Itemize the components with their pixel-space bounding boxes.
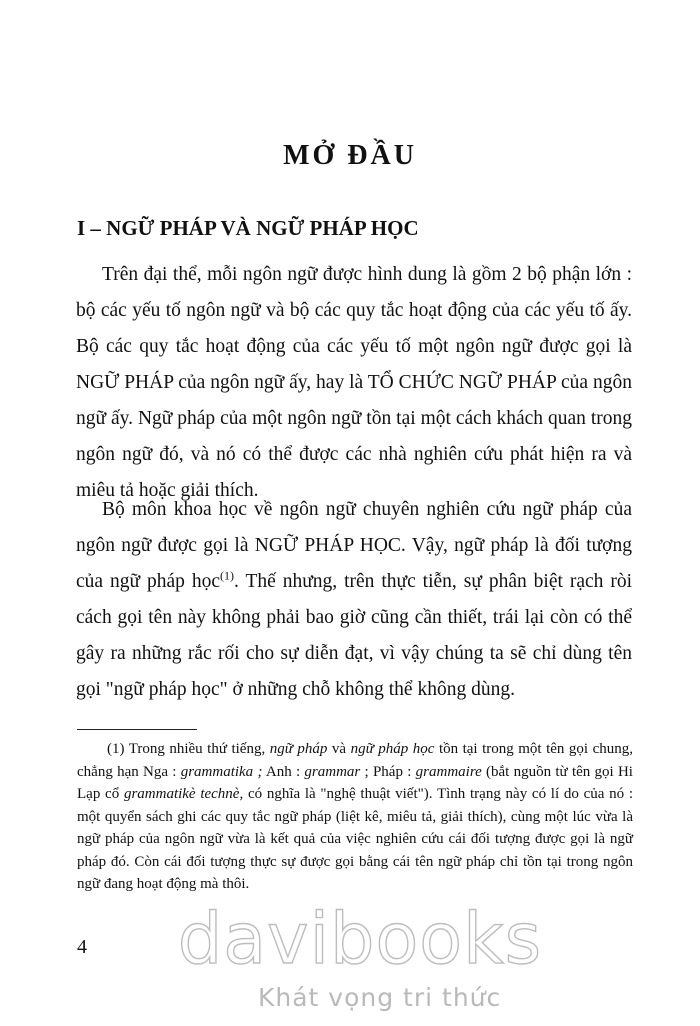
- chapter-title: MỞ ĐẦU: [283, 140, 417, 171]
- paragraph-2-part-1: Bộ môn khoa học về ngôn ngữ chuyên nghiên cứu ngữ pháp của ngôn ngữ được gọi là NGỮ PHÁP HỌC. Vậy, ngữ pháp là đối tượng của ngữ pháp học: [76, 499, 632, 592]
- footnote-term: ngữ pháp học: [350, 741, 435, 757]
- page-number: 4: [77, 936, 87, 958]
- footnote-text: (1) Trong nhiều thứ tiếng,: [107, 741, 270, 757]
- footnote-term: grammaire: [415, 763, 482, 780]
- watermark-tagline: Khát vọng tri thức: [258, 983, 502, 1012]
- paragraph-2-part-2: . Thế nhưng, trên thực tiễn, sự phân biệt rạch ròi cách gọi tên này không phải bao giờ cũng cần thiết, trái lại còn có thể gây ra những rắc rối cho sự diễn đạt, vì vậy chúng ta sẽ chỉ dùng tên gọi "ngữ pháp học" ở những chỗ không thể không dùng.: [76, 571, 632, 700]
- footnote-term: grammatika ;: [180, 763, 263, 780]
- footnote-term: grammar: [304, 763, 361, 780]
- footnote-term: grammatikè technè,: [123, 786, 244, 802]
- paragraph-1: Trên đại thể, mỗi ngôn ngữ được hình dung là gồm 2 bộ phận lớn : bộ các yếu tố ngôn ngữ và bộ các quy tắc hoạt động của các yếu tố ấy. Bộ các quy tắc hoạt động của các yếu tố một ngôn ngữ được gọi là NGỮ PHÁP của ngôn ngữ ấy, hay là TỔ CHỨC NGỮ PHÁP của ngôn ngữ ấy. Ngữ pháp của một ngôn ngữ tồn tại một cách khách quan trong ngôn ngữ đó, và nó có thể được các nhà nghiên cứu phát hiện ra và miêu tả hoặc giải thích.: [76, 264, 632, 501]
- paragraph-2: [76, 492, 632, 708]
- footnote-term: ngữ pháp: [269, 741, 328, 757]
- footnote: [77, 738, 633, 896]
- footnote-text: tồn tại trong một tên gọi chung, chẳng hạn Nga :: [77, 741, 634, 780]
- footnote-text: (bắt nguồn từ tên gọi Hi Lạp cổ: [77, 763, 633, 802]
- footnote-divider: [77, 729, 197, 730]
- footnote-text: có nghĩa là "nghệ thuật viết"). Tình trạng này có lí do của nó : một quyển sách ghi các quy tắc ngữ pháp (liệt kê, miêu tả, giải thích), cùng một lúc vừa là ngữ pháp của ngôn ngữ vừa là kết quả của việc nghiên cứu cái đối tượng được gọi là ngữ pháp đó. Còn cái đối tượng thực sự được gọi bằng cái tên ngữ pháp chỉ tồn tại trong ngôn ngữ đang hoạt động mà thôi.: [77, 786, 634, 892]
- watermark-brand: davibooks: [177, 898, 543, 980]
- footnote-text: và: [327, 741, 351, 757]
- footnote-reference[interactable]: (1): [220, 568, 234, 583]
- footnote-text: ; Pháp :: [360, 763, 416, 780]
- section-heading: I – NGỮ PHÁP VÀ NGỮ PHÁP HỌC: [77, 216, 419, 240]
- footnote-text: Anh :: [262, 763, 305, 780]
